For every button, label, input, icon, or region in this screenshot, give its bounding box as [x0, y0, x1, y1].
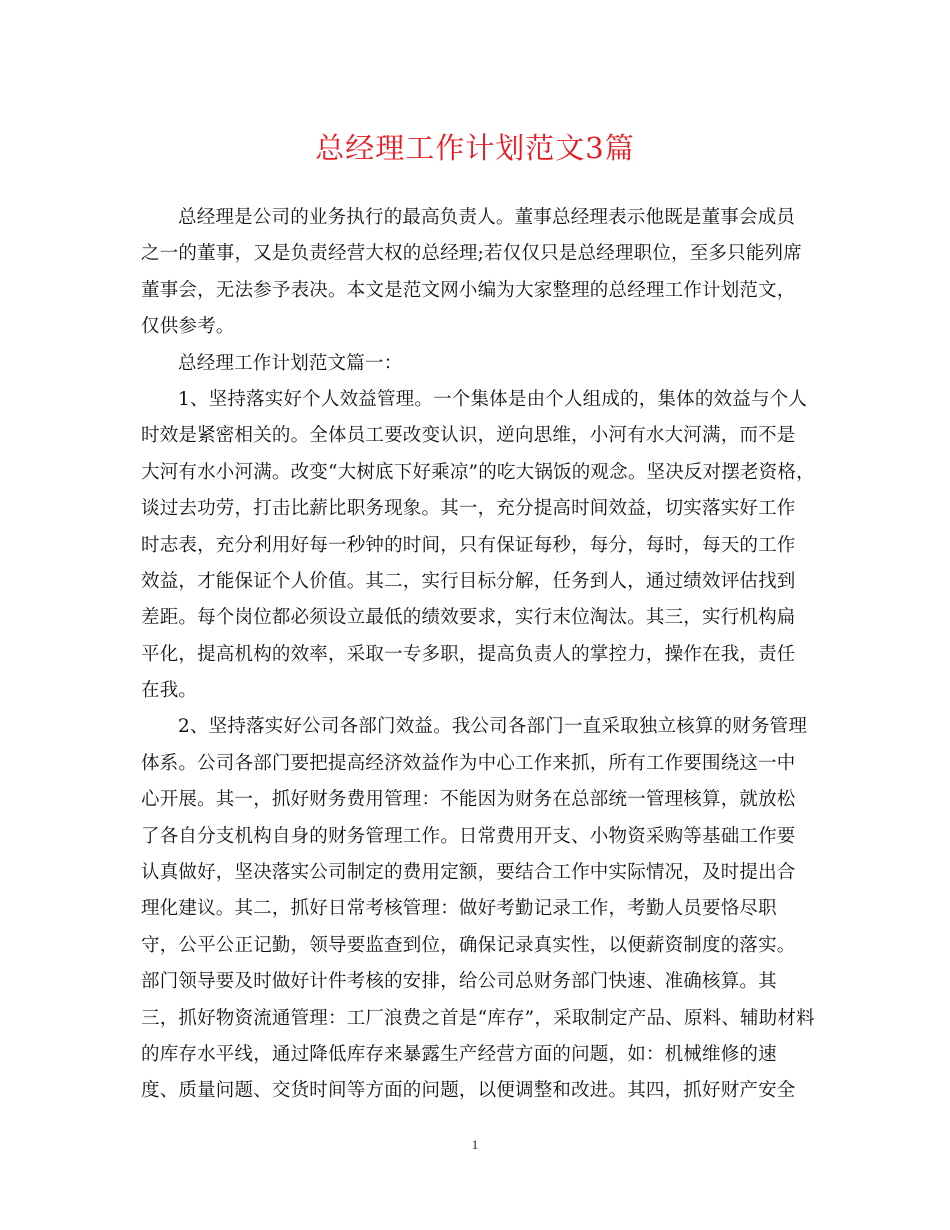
text-line: 总经理是公司的业务执行的最高负责人。董事总经理表示他既是董事会成员: [178, 207, 796, 228]
text-line: 董事会，无法参予表决。本文是范文网小编为大家整理的总经理工作计划范文，: [141, 279, 796, 301]
text-line: 2、坚持落实好公司各部门效益。我公司各部门一直采取独立核算的财务管理: [178, 716, 808, 738]
text-line: 的库存水平线，通过降低库存来暴露生产经营方面的问题，如：机械维修的速: [141, 1043, 777, 1065]
text-line: 平化，提高机构的效率，采取一专多职，提高负责人的掌控力，操作在我，责任: [141, 643, 796, 665]
text-line: 差距。每个岗位都必须设立最低的绩效要求，实行末位淘汰。其三，实行机构扁: [141, 607, 796, 629]
text-line: 认真做好，坚决落实公司制定的费用定额，要结合工作中实际情况，及时提出合: [141, 862, 796, 884]
page-number: 1: [471, 1137, 479, 1152]
document-title: 总经理工作计划范文3篇: [315, 131, 635, 165]
text-line: 时效是紧密相关的。全体员工要改变认识，逆向思维，小河有水大河满，而不是: [141, 425, 796, 447]
text-line: 仅供参考。: [141, 316, 235, 338]
text-line: 了各自分支机构自身的财务管理工作。日常费用开支、小物资采购等基础工作要: [141, 825, 796, 847]
text-line: 守，公平公正记勤，领导要监查到位，确保记录真实性，以便薪资制度的落实。: [141, 934, 796, 956]
text-line: 体系。公司各部门要把提高经济效益作为中心工作来抓，所有工作要围绕这一中: [141, 752, 796, 774]
text-line: 三，抓好物资流通管理：工厂浪费之首是“库存”，采取制定产品、原料、辅助材料: [141, 1007, 815, 1029]
text-line: 理化建议。其二，抓好日常考核管理：做好考勤记录工作，考勤人员要恪尽职: [141, 898, 777, 920]
text-line: 效益，才能保证个人价值。其二，实行目标分解，任务到人，通过绩效评估找到: [141, 570, 796, 592]
text-line: 之一的董事，又是负责经营大权的总经理;若仅仅只是总经理职位，至多只能列席: [141, 243, 802, 265]
text-line: 部门领导要及时做好计件考核的安排，给公司总财务部门快速、准确核算。其: [141, 971, 777, 993]
text-line: 心开展。其一，抓好财务费用管理：不能因为财务在总部统一管理核算，就放松: [141, 789, 796, 811]
text-line: 度、质量问题、交货时间等方面的问题，以便调整和改进。其四，抓好财产安全: [141, 1080, 796, 1102]
text-line: 在我。: [141, 680, 198, 702]
text-line: 谈过去功劳，打击比薪比职务现象。其一，充分提高时间效益，切实落实好工作: [141, 498, 796, 520]
text-line: 1、坚持落实好个人效益管理。一个集体是由个人组成的，集体的效益与个人: [178, 388, 808, 410]
text-line: 时志表，充分利用好每一秒钟的时间，只有保证每秒，每分，每时，每天的工作: [141, 534, 796, 556]
text-line: 大河有水小河满。改变“大树底下好乘凉”的吃大锅饭的观念。坚决反对摆老资格，: [141, 461, 815, 483]
document-body: [141, 200, 815, 1110]
text-line: 总经理工作计划范文篇一：: [178, 352, 403, 374]
